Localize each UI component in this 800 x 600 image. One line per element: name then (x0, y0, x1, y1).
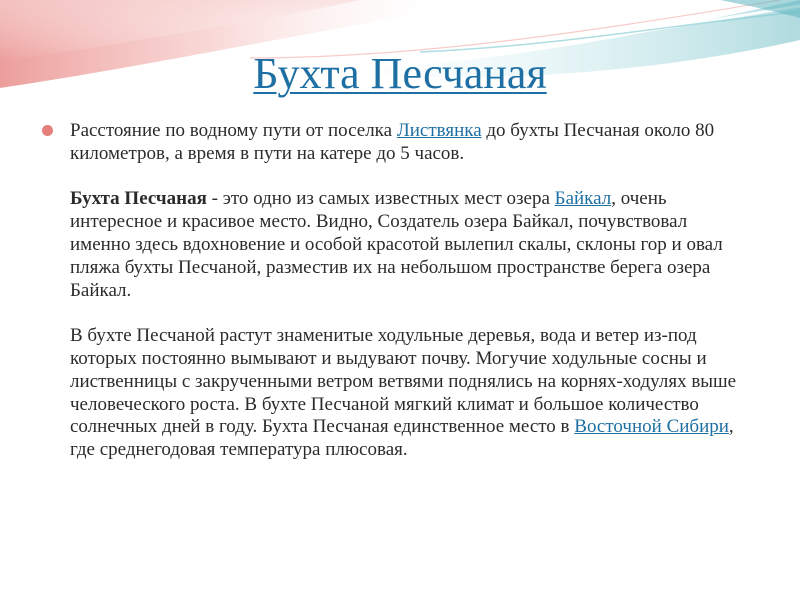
link-east-siberia[interactable]: Восточной Сибири (574, 416, 729, 438)
paragraph-distance: Расстояние по водному пути от поселка Листвянка до бухты Песчаная около 80 километров, а время в пути на катере до 5 часов. (70, 120, 715, 164)
link-baikal[interactable]: Байкал (554, 188, 612, 210)
bullet-icon (42, 125, 53, 136)
link-listvyanka[interactable]: Листвянка (396, 120, 482, 141)
paragraph-trees-climate: В бухте Песчаной растут знаменитые ходульные деревья, вода и ветер из-под которых постоянно вымывают и выдувают почву. Могучие ходульные сосны и лиственницы с закрученными ветром ветвями поднялись на корнях-ходулях выше человеческого роста. В бухте Песчаной мягкий климат и большое количество солнечных дней в году. Бухта Песчаная единственное место в Восточной Сибири, где среднегодовая температура плюсовая. (70, 325, 737, 461)
paragraph-description: Бухта Песчаная - это одно из самых известных мест озера Байкал, очень интересное и красивое место. Видно, Создатель озера Байкал, почувствовал именно здесь вдохновение и особой красотой вылепил скалы, склоны гор и овал пляжа бухты Песчаной, разместив их на небольшом пространстве берега озера Байкал. (70, 188, 723, 301)
slide-title (0, 48, 800, 100)
title-link[interactable]: Бухта Песчаная (253, 49, 547, 98)
slide-body (70, 120, 750, 462)
bold-term: Бухта Песчаная (70, 188, 207, 210)
